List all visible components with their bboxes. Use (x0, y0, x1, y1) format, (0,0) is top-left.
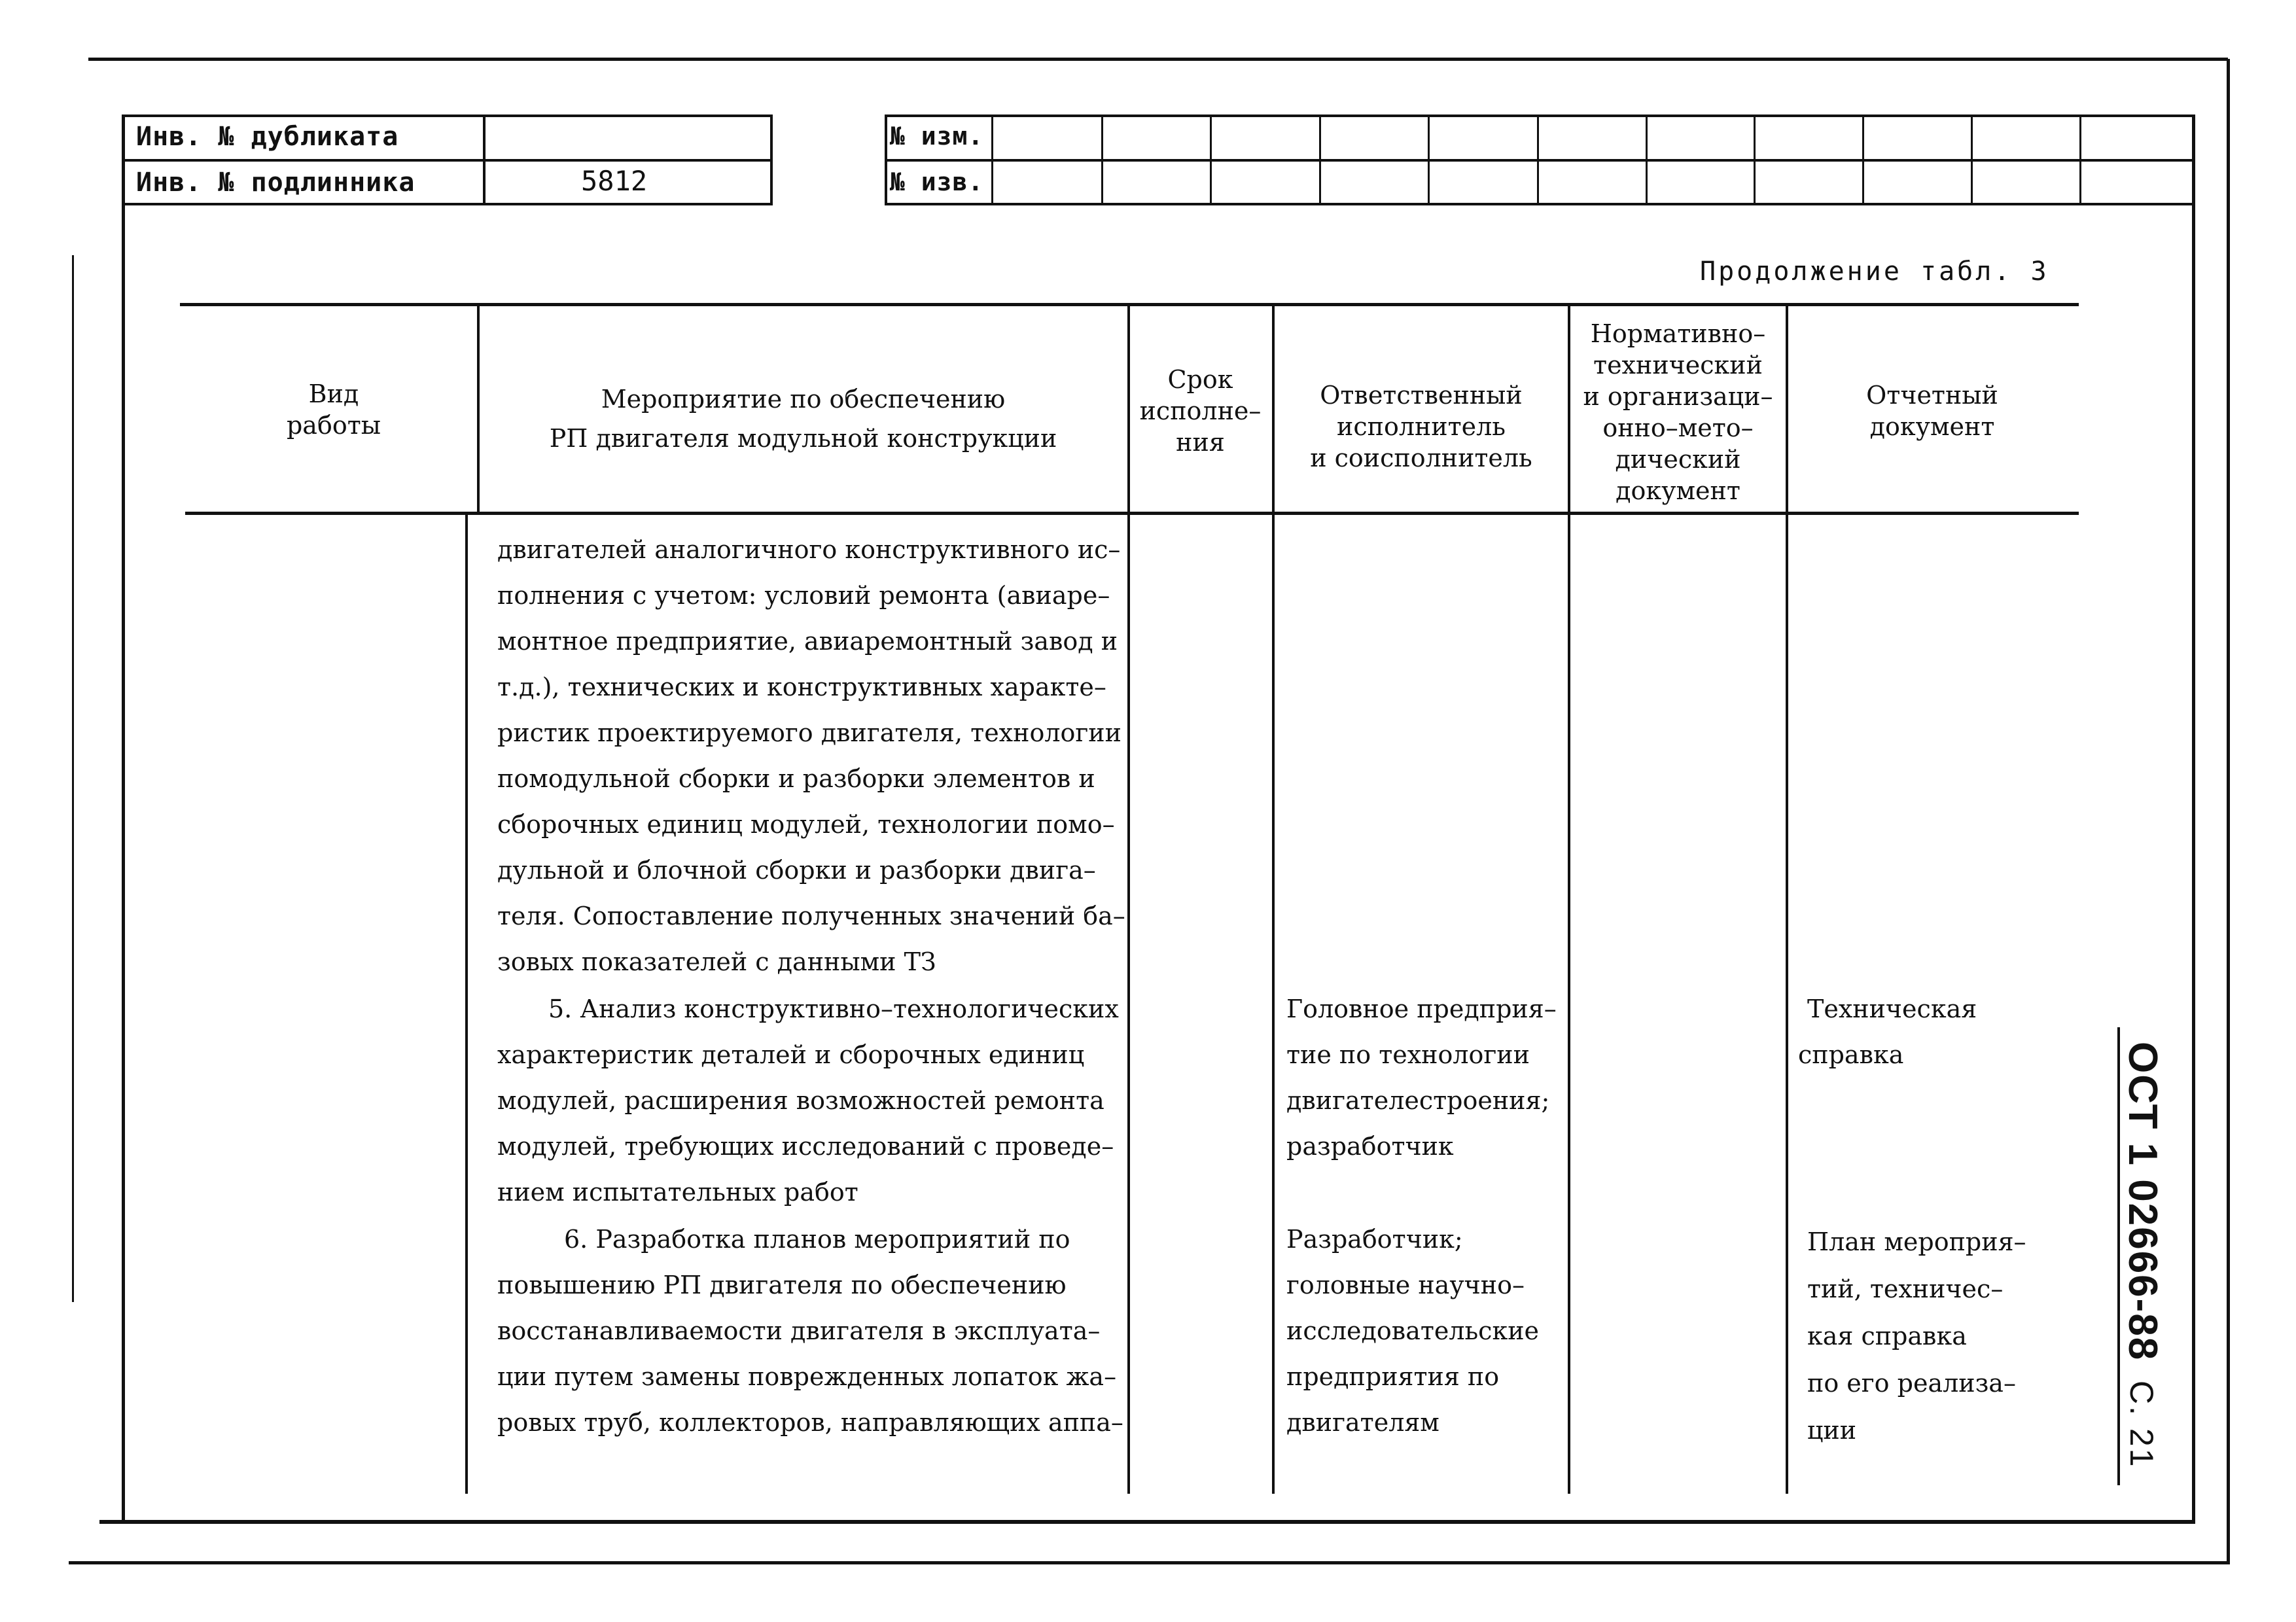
text-line: повышению РП двигателя по обеспечению (497, 1271, 1067, 1299)
standard-designation: ОСТ 1 02666-88 (2120, 1042, 2165, 1362)
frame-right-outer (2227, 59, 2230, 1564)
header-vid-raboty: Вид работы (286, 379, 381, 440)
izv-label: № изв. (890, 167, 984, 196)
header-meropriyatie: Мероприятие по обеспечению РП двигателя модульной конструкции (549, 385, 1057, 453)
text-line: двигателей аналогичного конструктивного ис– (497, 535, 1121, 564)
table-header-rule (185, 512, 2079, 515)
text-line: тий, техничес– (1807, 1275, 2004, 1303)
text-line: ции путем замены поврежденных лопаток жа– (497, 1362, 1117, 1391)
inv-podlinnika-label: Инв. № подлинника (136, 167, 415, 198)
col-divider-3 (1272, 306, 1275, 1494)
top-rule (88, 58, 2228, 61)
text-line: т.д.), технических и конструктивных характе– (497, 673, 1106, 701)
text-line: Техническая (1807, 995, 1977, 1023)
text-line: ции (1807, 1416, 1857, 1445)
text-line: дульной и блочной сборки и разборки двига– (497, 856, 1096, 885)
text-line: восстанавливаемости двигателя в эксплуата– (497, 1316, 1101, 1345)
inv-dublikata-label: Инв. № дубликата (136, 122, 399, 152)
text-line: зовых показателей с данными ТЗ (497, 947, 936, 976)
text-line: ристик проектируемого двигателя, технологии (497, 718, 1122, 747)
text-line: кая справка (1807, 1322, 1967, 1350)
text-line: по его реализа– (1807, 1369, 2016, 1398)
text-line: тие по технологии (1286, 1040, 1530, 1069)
text-line: ровых труб, коллекторов, направляющих аппа– (497, 1408, 1123, 1437)
text-line: двигателестроения; (1286, 1086, 1550, 1115)
col-divider-1-body (465, 515, 468, 1494)
text-line: помодульной сборки и разборки элементов и (497, 764, 1095, 793)
text-line: головные научно– (1286, 1271, 1525, 1299)
continuation-title: Продолжение табл. 3 (1700, 256, 2049, 287)
text-line: разработчик (1286, 1132, 1454, 1161)
text-line: двигателям (1286, 1408, 1439, 1437)
inner-frame-right (2192, 115, 2195, 1523)
text-line: нием испытательных работ (497, 1178, 858, 1207)
page-number: С. 21 (2123, 1381, 2160, 1469)
bottom-rule (69, 1561, 2230, 1564)
text-line: монтное предприятие, авиаремонтный завод и (497, 627, 1118, 656)
text-line: полнения с учетом: условий ремонта (авиаре– (497, 581, 1110, 610)
inner-frame-left (122, 115, 125, 1520)
text-line: предприятия по (1286, 1362, 1500, 1391)
header-otvetstvennyi: Ответственный исполнитель и соисполнитель (1310, 381, 1532, 472)
text-line: Головное предприя– (1286, 995, 1557, 1023)
item-5-start: 5. Анализ конструктивно–технологических (548, 995, 1119, 1023)
text-line: сборочных единиц модулей, технологии помо– (497, 810, 1115, 839)
izm-label: № изм. (890, 122, 984, 150)
text-line: Разработчик; (1286, 1225, 1463, 1254)
text-line: модулей, требующих исследований с проведе– (497, 1132, 1114, 1161)
col-divider-1 (477, 306, 480, 515)
text-line: справка (1798, 1040, 1904, 1069)
inv-podlinnika-value: 5812 (581, 165, 648, 197)
col-divider-5 (1786, 306, 1788, 1494)
text-line: исследовательские (1286, 1316, 1540, 1345)
item-6-start: 6. Разработка планов мероприятий по (564, 1225, 1070, 1254)
frame-left-stub (72, 255, 74, 1302)
inner-frame-bottom (99, 1520, 2195, 1524)
header-otchetnyi: Отчетный документ (1866, 381, 1998, 441)
col-divider-2 (1127, 306, 1130, 1494)
header-srok: Срок исполне– ния (1139, 365, 1262, 457)
text-line: теля. Сопоставление полученных значений ба– (497, 902, 1125, 930)
text-line: модулей, расширения возможностей ремонта (497, 1086, 1104, 1115)
text-line: План мероприя– (1807, 1227, 2026, 1256)
header-normativno: Нормативно– технический и организаци– онно–мето– дический документ (1583, 319, 1773, 505)
text-line: характеристик деталей и сборочных единиц (497, 1040, 1085, 1069)
